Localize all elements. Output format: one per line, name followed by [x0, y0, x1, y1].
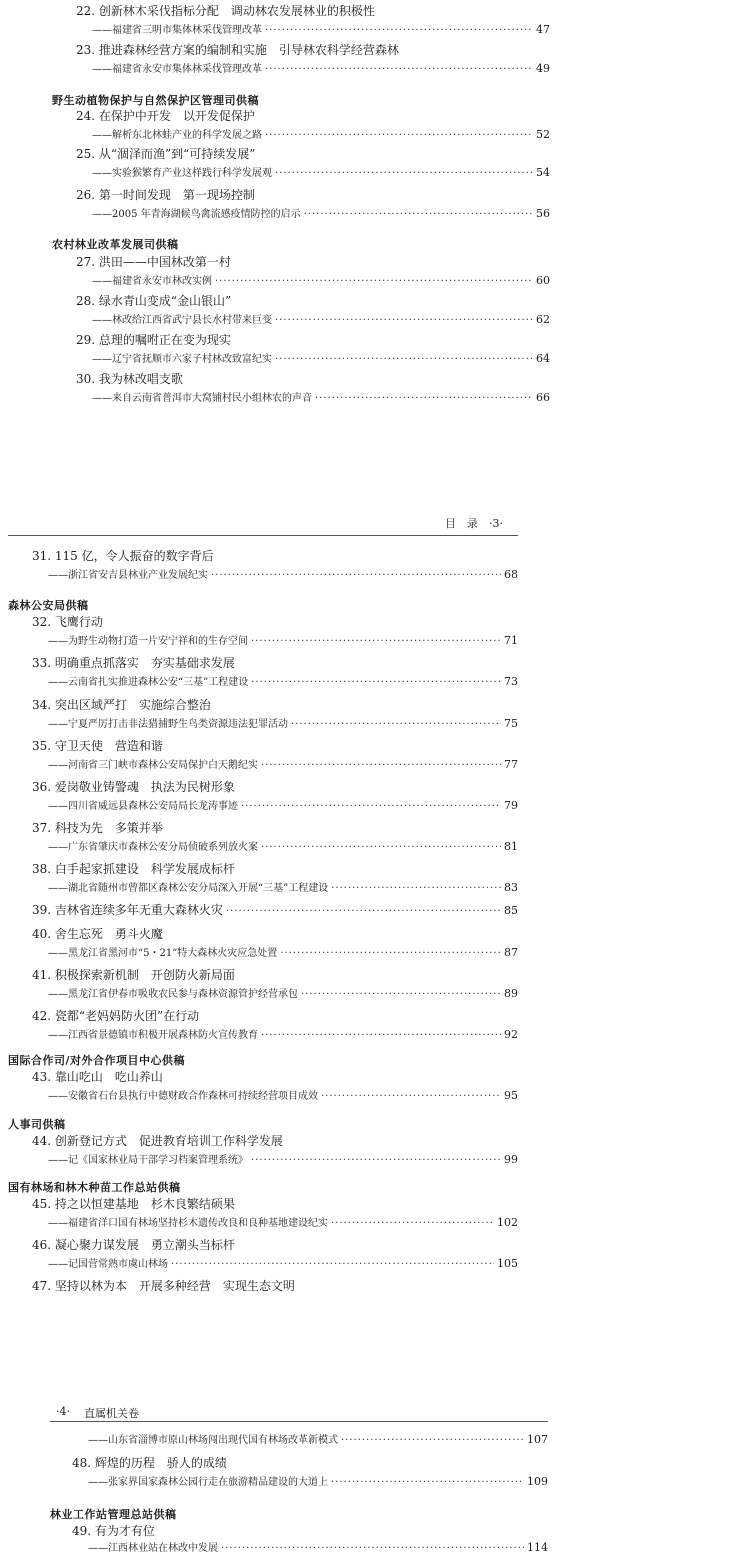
leader-dots	[275, 315, 533, 326]
entry-title: 37. 科技为先 多策并举	[32, 821, 163, 835]
entry-subtitle: ——张家界国家森林公园行走在旅游精品建设的大道上	[88, 1477, 328, 1488]
page-number: 52	[536, 128, 550, 141]
page-number: 107	[527, 1433, 548, 1446]
page-number: 56	[536, 207, 550, 220]
entry-subtitle: ——江西省景德镇市积极开展森林防火宣传教育	[48, 1030, 258, 1041]
page-number: 68	[504, 568, 518, 581]
entry-subtitle-line	[92, 311, 550, 326]
entry-title: 38. 白手起家抓建设 科学发展成标杆	[32, 862, 235, 876]
page-number: 102	[497, 1216, 518, 1229]
entry-subtitle-line	[48, 1026, 518, 1041]
leader-dots	[280, 948, 501, 959]
entry-title: 27. 洪田——中国林改第一村	[76, 255, 231, 269]
entry-subtitle-line	[48, 756, 518, 771]
toc-page-top	[0, 0, 750, 415]
entry-title: 25. 从“涸泽而渔”到“可持续发展”	[76, 147, 256, 161]
page-number: 95	[504, 1089, 518, 1102]
leader-dots	[211, 570, 501, 581]
page-number: 105	[497, 1257, 518, 1270]
entry-subtitle: ——云南省扎实推进森林公安“三基”工程建设	[48, 677, 249, 688]
leader-dots	[261, 842, 501, 853]
entry-title: 24. 在保护中开发 以开发促保护	[76, 109, 255, 123]
section-heading-forest-police: 森林公安局供稿	[8, 599, 89, 612]
entry-title: 42. 瓷都“老妈妈防火团”在行动	[32, 1009, 200, 1023]
entry-subtitle: ——江西林业站在林改中发展	[88, 1543, 218, 1554]
page-number: 60	[536, 274, 550, 287]
running-header-title: 直属机关卷	[84, 1407, 139, 1420]
entry-subtitle-line	[48, 879, 518, 894]
header-rule	[8, 535, 518, 536]
section-heading-wildlife: 野生动植物保护与自然保护区管理司供稿	[52, 94, 259, 107]
entry-title: 28. 绿水青山变成“金山银山”	[76, 294, 232, 308]
entry-subtitle-line	[92, 126, 550, 141]
entry-subtitle: ——福建省三明市集体林采伐管理改革	[92, 25, 262, 36]
entry-subtitle-line	[48, 566, 518, 581]
entry-subtitle: ——黑龙江省黑河市“5・21”特大森林火灾应急处置	[48, 948, 278, 959]
page-number: 114	[527, 1541, 548, 1554]
entry-title-line	[32, 901, 518, 918]
entry-subtitle-line	[48, 632, 518, 647]
entry-title: 30. 我为林改唱支歌	[76, 372, 183, 386]
page-number: 77	[504, 758, 518, 771]
leader-dots	[291, 719, 501, 730]
entry-title: 39. 吉林省连续多年无重大森林火灾	[32, 903, 223, 917]
page-number: 81	[504, 840, 518, 853]
entry-title: 43. 靠山吃山 吃山养山	[32, 1070, 163, 1084]
leader-dots	[321, 1091, 501, 1102]
running-header: 目 录 ·3·	[445, 517, 503, 530]
entry-title: 45. 持之以恒建基地 杉木良繁结硕果	[32, 1197, 235, 1211]
page-number: 109	[527, 1475, 548, 1488]
entry-subtitle: ——2005 年青海湖候鸟禽流感疫情防控的启示	[92, 209, 301, 220]
section-heading-personnel: 人事司供稿	[8, 1118, 66, 1131]
entry-title: 29. 总理的嘱咐正在变为现实	[76, 333, 231, 347]
entry-subtitle-line	[92, 21, 550, 36]
leader-dots	[261, 760, 501, 771]
leader-dots	[251, 1155, 501, 1166]
leader-dots	[251, 636, 501, 647]
page-number: 47	[536, 23, 550, 36]
page-number: 92	[504, 1028, 518, 1041]
entry-subtitle: ——为野生动物打造一片安宁祥和的生存空间	[48, 636, 248, 647]
entry-subtitle: ——湖北省随州市曾都区森林公安分局深入开展“三基”工程建设	[48, 883, 329, 894]
entry-title: 40. 舍生忘死 勇斗火魔	[32, 927, 163, 941]
entry-subtitle-line	[88, 1431, 548, 1446]
entry-subtitle: ——黑龙江省伊春市吸收农民参与森林资源管护经营承包	[48, 989, 298, 1000]
page-number: 99	[504, 1153, 518, 1166]
entry-subtitle-line	[48, 797, 518, 812]
entry-subtitle: ——林改给江西省武宁县长水村带来巨变	[92, 315, 272, 326]
entry-subtitle-line	[48, 985, 518, 1000]
page-number: 49	[536, 62, 550, 75]
leader-dots	[331, 883, 501, 894]
entry-subtitle-line	[48, 1255, 518, 1270]
page-number: 85	[504, 904, 518, 917]
toc-page-4	[0, 1395, 750, 1554]
entry-subtitle: ——记国营常熟市虞山林场	[48, 1259, 168, 1270]
entry-subtitle: ——山东省淄博市原山林场闯出现代国有林场改革新模式	[88, 1435, 338, 1446]
entry-subtitle: ——安徽省石台县执行中德财政合作森林可持续经营项目成效	[48, 1091, 318, 1102]
entry-subtitle-line	[48, 1087, 518, 1102]
leader-dots	[221, 1543, 524, 1554]
entry-subtitle-line	[92, 164, 550, 179]
page-number: 62	[536, 313, 550, 326]
page-number: 54	[536, 166, 550, 179]
entry-subtitle: ——福建省洋口国有林场坚持杉木遗传改良和良种基地建设纪实	[48, 1218, 328, 1229]
entry-subtitle-line-cut	[88, 1539, 548, 1554]
entry-title: 35. 守卫天使 营造和谐	[32, 739, 163, 753]
entry-subtitle: ——辽宁省抚顺市六家子村林改致富纪实	[92, 354, 272, 365]
entry-subtitle-line	[48, 838, 518, 853]
page-number: 71	[504, 634, 518, 647]
section-heading-state-farms: 国有林场和林木种苗工作总站供稿	[8, 1181, 181, 1194]
entry-title: 44. 创新登记方式 促进教育培训工作科学发展	[32, 1134, 283, 1148]
leader-dots	[265, 130, 533, 141]
entry-title: 26. 第一时间发现 第一现场控制	[76, 188, 255, 202]
leader-dots	[226, 906, 501, 917]
entry-title: 46. 凝心聚力谋发展 勇立潮头当标杆	[32, 1238, 235, 1252]
toc-page-3	[0, 505, 750, 1305]
leader-dots	[265, 25, 533, 36]
section-heading-forestry-station: 林业工作站管理总站供稿	[50, 1508, 177, 1521]
entry-subtitle: ——河南省三门峡市森林公安局保护白天鹅纪实	[48, 760, 258, 771]
leader-dots	[265, 64, 533, 75]
entry-subtitle-line	[92, 60, 550, 75]
entry-subtitle-line	[88, 1473, 548, 1488]
entry-subtitle: ——宁夏严厉打击非法猎捕野生鸟类资源违法犯罪活动	[48, 719, 288, 730]
page-number: 73	[504, 675, 518, 688]
entry-title: 32. 飞鹰行动	[32, 615, 103, 629]
running-header-number: ·4·	[56, 1405, 70, 1418]
page-number: 87	[504, 946, 518, 959]
entry-subtitle-line	[92, 272, 550, 287]
entry-subtitle-line	[48, 715, 518, 730]
page-number: 64	[536, 352, 550, 365]
entry-title: 23. 推进森林经营方案的编制和实施 引导林农科学经营森林	[76, 43, 399, 57]
leader-dots	[215, 276, 533, 287]
leader-dots	[304, 209, 533, 220]
entry-title: 22. 创新林木采伐指标分配 调动林农发展林业的积极性	[76, 4, 375, 18]
header-rule	[50, 1421, 548, 1422]
leader-dots	[275, 354, 533, 365]
entry-subtitle-line	[48, 1151, 518, 1166]
entry-subtitle-line	[92, 350, 550, 365]
leader-dots	[251, 677, 501, 688]
section-heading-intl-cooperation: 国际合作司/对外合作项目中心供稿	[8, 1054, 186, 1067]
entry-subtitle-line	[92, 389, 550, 404]
page-number: 79	[504, 799, 518, 812]
entry-subtitle: ——实验猴繁育产业这样践行科学发展观	[92, 168, 272, 179]
entry-subtitle-line	[92, 205, 550, 220]
entry-title: 34. 突出区域严打 实施综合整治	[32, 698, 211, 712]
leader-dots	[315, 393, 533, 404]
entry-subtitle: ——福建省永安市集体林采伐管理改革	[92, 64, 262, 75]
leader-dots	[171, 1259, 494, 1270]
entry-subtitle: ——来自云南省普洱市大窝铺村民小组林农的声音	[92, 393, 312, 404]
leader-dots	[341, 1435, 524, 1446]
page-number: 89	[504, 987, 518, 1000]
entry-subtitle: ——福建省永安市林改实例	[92, 276, 212, 287]
entry-title: 47. 坚持以林为本 开展多种经营 实现生态文明	[32, 1279, 295, 1293]
section-heading-reform: 农村林业改革发展司供稿	[52, 238, 179, 251]
entry-title: 36. 爱岗敬业铸警魂 执法为民树形象	[32, 780, 235, 794]
leader-dots	[301, 989, 501, 1000]
entry-subtitle-line	[48, 944, 518, 959]
page-number: 75	[504, 717, 518, 730]
entry-title: 33. 明确重点抓落实 夯实基础求发展	[32, 656, 235, 670]
leader-dots	[275, 168, 533, 179]
leader-dots	[331, 1477, 524, 1488]
page-number: 66	[536, 391, 550, 404]
entry-subtitle: ——记《国家林业局干部学习档案管理系统》	[48, 1155, 248, 1166]
entry-subtitle-line	[48, 1214, 518, 1229]
entry-title: 41. 积极探索新机制 开创防火新局面	[32, 968, 235, 982]
leader-dots	[331, 1218, 494, 1229]
entry-title: 48. 辉煌的历程 骄人的成绩	[72, 1456, 227, 1470]
entry-title: 31. 115 亿，令人振奋的数字背后	[32, 549, 214, 563]
entry-subtitle-line	[48, 673, 518, 688]
entry-subtitle: ——解析东北林蛙产业的科学发展之路	[92, 130, 262, 141]
entry-subtitle: ——四川省威远县森林公安局局长龙涛事迹	[48, 801, 238, 812]
entry-title: 49. 有为才有位	[72, 1524, 155, 1538]
leader-dots	[261, 1030, 501, 1041]
entry-subtitle: ——广东省肇庆市森林公安分局侦破系列放火案	[48, 842, 258, 853]
leader-dots	[241, 801, 501, 812]
page-number: 83	[504, 881, 518, 894]
entry-subtitle: ——浙江省安吉县林业产业发展纪实	[48, 570, 208, 581]
